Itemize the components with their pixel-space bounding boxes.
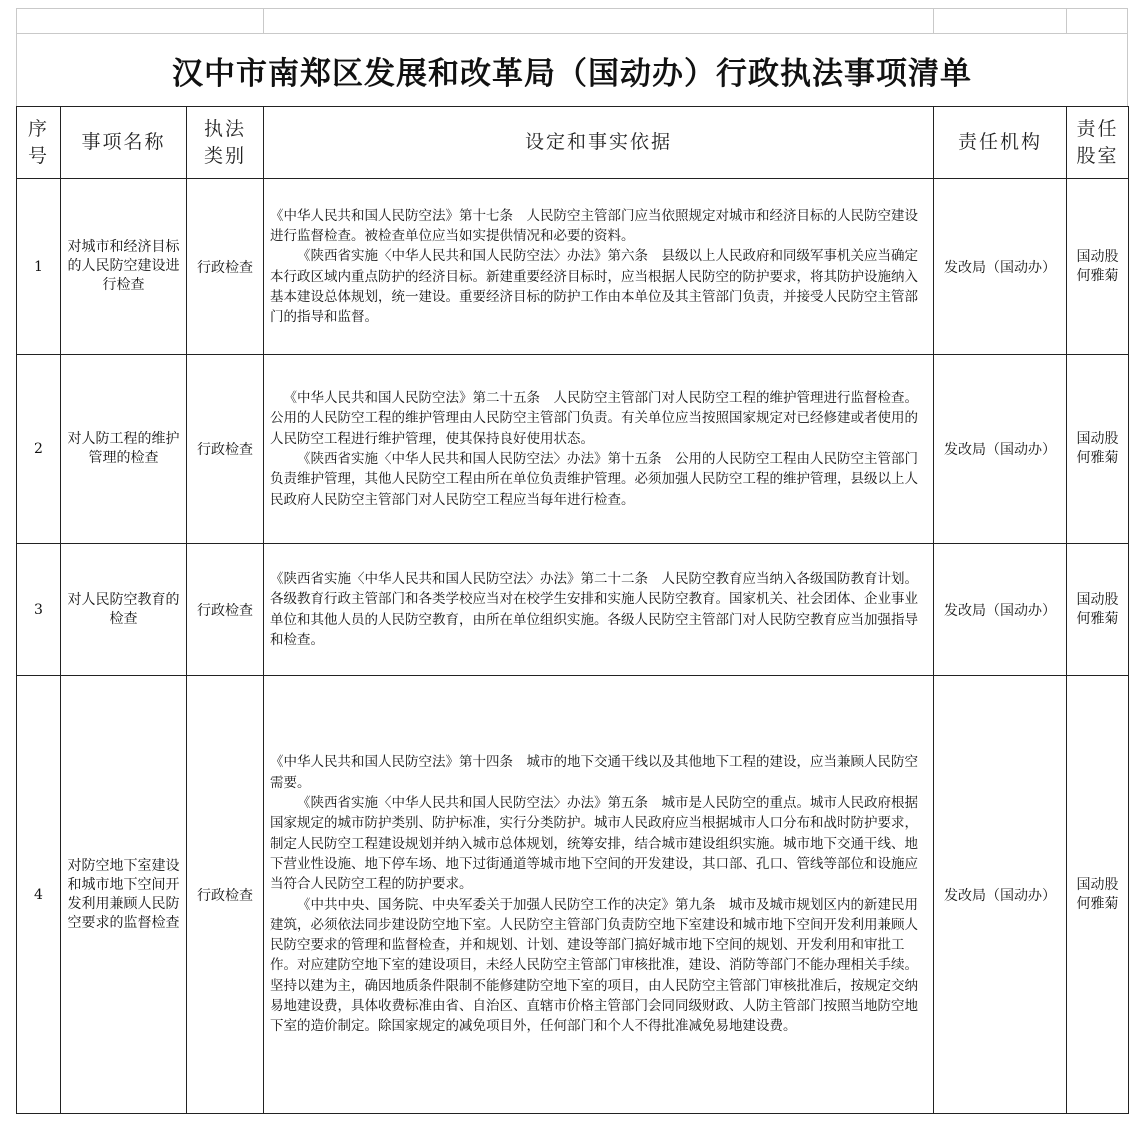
row-basis [264,676,934,1114]
header-enforcement-type: 执法类别 [187,107,264,179]
row-responsible-org: 发改局（国动办） [934,676,1067,1114]
row-basis [264,355,934,544]
row-index: 1 [17,179,61,355]
row-item-name: 对防空地下室建设和城市地下空间开发利用兼顾人民防空要求的监督检查 [61,676,187,1114]
row-item-name: 对人防工程的维护管理的检查 [61,355,187,544]
row-enforcement-type: 行政检查 [187,676,264,1114]
row-enforcement-type: 行政检查 [187,179,264,355]
row-responsible-dept: 国动股何雅菊 [1067,179,1129,355]
basis-paragraph: 《陕西省实施〈中华人民共和国人民防空法〉办法》第十五条 公用的人民防空工程由人民防空主管部门负责维护管理，其他人民防空工程由所在单位负责维护管理。必须加强人民防空工程的维护管理，县级以上人民政府人民防空主管部门对人民防空工程应当每年进行检查。 [270,451,918,508]
row-item-name: 对城市和经济目标的人民防空建设进行检查 [61,179,187,355]
row-index: 4 [17,676,61,1114]
row-item-name: 对人民防空教育的检查 [61,544,187,676]
document-sheet [16,8,1128,1114]
spreadsheet-top-strip [16,8,1128,34]
enforcement-table [16,106,1129,1114]
header-basis: 设定和事实依据 [264,107,934,179]
row-responsible-org: 发改局（国动办） [934,179,1067,355]
row-responsible-dept: 国动股何雅菊 [1067,676,1129,1114]
row-index: 3 [17,544,61,676]
basis-paragraph: 《陕西省实施〈中华人民共和国人民防空法〉办法》第五条 城市是人民防空的重点。城市人民政府根据国家规定的城市防护类别、防护标准，实行分类防护。城市人民政府应当根据城市人口分布和战时防护要求，制定人民防空工程建设规划并纳入城市总体规划，统筹安排，结合城市建设组织实施。城市地下交通干线、地下营业性设施、地下停车场、地下过街通道等城市地下空间的开发建设，其口部、孔口、管线等部位和设施应当符合人民防空工程的防护要求。 [270,795,918,893]
table-row [17,544,1129,676]
basis-paragraph: 《中共中央、国务院、中央军委关于加强人民防空工作的决定》第九条 城市及城市规划区内的新建民用建筑，必须依法同步建设防空地下室。人民防空主管部门负责防空地下室建设和城市地下空间开发利用兼顾人民防空要求的管理和监督检查，并和规划、计划、建设等部门搞好城市地下空间的规划、开发利用和审批工作。对应建防空地下室的建设项目，未经人民防空主管部门审核批准，建设、消防等部门不能办理相关手续。坚持以建为主，确因地质条件限制不能修建防空地下室的项目，由人民防空主管部门审核批准后，按规定交纳易地建设费，具体收费标准由省、自治区、直辖市价格主管部门会同同级财政、人防主管部门按照当地防空地下室的造价制定。除国家规定的减免项目外，任何部门和个人不得批准减免易地建设费。 [270,896,918,1035]
row-basis [264,544,934,676]
basis-paragraph: 《中华人民共和国人民防空法》第十四条 城市的地下交通干线以及其他地下工程的建设，应当兼顾人民防空需要。 [270,754,918,791]
row-enforcement-type: 行政检查 [187,544,264,676]
header-responsible-dept: 责任股室 [1067,107,1129,179]
header-index: 序号 [17,107,61,179]
basis-paragraph: 《陕西省实施〈中华人民共和国人民防空法〉办法》第六条 县级以上人民政府和同级军事机关应当确定本行政区域内重点防护的经济目标。新建重要经济目标时，应当根据人民防空的防护要求，将其防护设施纳入基本建设总体规划，统一建设。重要经济目标的防护工作由本单位及其主管部门负责，并接受人民防空主管部门的指导和监督。 [270,248,918,326]
basis-paragraph: 《陕西省实施〈中华人民共和国人民防空法〉办法》第二十二条 人民防空教育应当纳入各级国防教育计划。各级教育行政主管部门和各类学校应当对在校学生安排和实施人民防空教育。国家机关、社会团体、企业事业单位和其他人员的人民防空教育，由所在单位组织实施。各级人民防空主管部门对人民防空教育应当加强指导和检查。 [270,570,918,648]
row-responsible-dept: 国动股何雅菊 [1067,355,1129,544]
table-row [17,179,1129,355]
header-item-name: 事项名称 [61,107,187,179]
row-responsible-dept: 国动股何雅菊 [1067,544,1129,676]
table-header-row [17,107,1129,179]
header-responsible-org: 责任机构 [934,107,1067,179]
basis-paragraph: 《中华人民共和国人民防空法》第二十五条 人民防空主管部门对人民防空工程的维护管理进行监督检查。公用的人民防空工程的维护管理由人民防空主管部门负责。有关单位应当按照国家规定对已经修建或者使用的人民防空工程进行维护管理，使其保持良好使用状态。 [270,390,918,447]
basis-paragraph: 《中华人民共和国人民防空法》第十七条 人民防空主管部门应当依照规定对城市和经济目标的人民防空建设进行监督检查。被检查单位应当如实提供情况和必要的资料。 [270,207,918,244]
document-title: 汉中市南郑区发展和改革局（国动办）行政执法事项清单 [16,34,1128,106]
table-row [17,676,1129,1114]
row-index: 2 [17,355,61,544]
row-basis [264,179,934,355]
row-responsible-org: 发改局（国动办） [934,355,1067,544]
table-row [17,355,1129,544]
row-responsible-org: 发改局（国动办） [934,544,1067,676]
row-enforcement-type: 行政检查 [187,355,264,544]
